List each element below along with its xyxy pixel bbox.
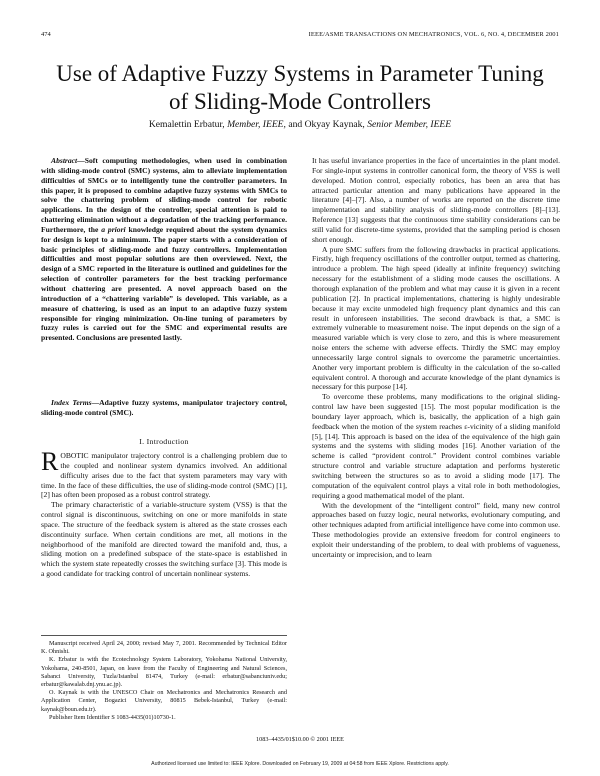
intro-paragraph-2: The primary characteristic of a variable-structure system (VSS) is that the control signal is discontinuous, switching on one or more manifolds in state space. The structure of the feedback system is altered as the state crosses each discontinuity surface. When certain conditions are met, all motions in the neighborhood of the manifold are directed toward the manifold and, thus, a sliding motion on a predefined subspace of the state-space is established in which the system state repeatedly crosses the switching surface [3]. This mode is a good candidate for tracking control of uncertain nonlinear systems. — [41, 500, 287, 579]
author-1-role: Member, IEEE, — [227, 119, 286, 130]
right-paragraph-1: It has useful invariance properties in the face of uncertainties in the plant model. For single-input systems in controller canonical form, the theory of VSS is well developed. Motion control, especially robotics, has been an area that has attracted particular attention and many publications have appeared in the literature [4]–[7]. Also, a number of works are reported on the discrete time implementation and stability analysis of sliding-mode controllers [8]–[13]. Reference [13] suggests that the continuous time stability considerations can be still valid for discrete-time systems, provided that the sampling period is chosen short enough. — [312, 156, 560, 244]
license-notice: Authorized licensed use limited to: IEEE Xplore. Downloaded on February 19, 2009 at 04:58 from IEEE Xplore. Restrictions apply. — [151, 761, 449, 767]
footnote-manuscript: Manuscript received April 24, 2000; revised May 7, 2001. Recommended by Technical Editor K. Ohnishi. — [41, 640, 287, 656]
copyright-line: 1083–4435/01$10.00 © 2001 IEEE — [256, 736, 344, 743]
footnote-publisher-id: Publisher Item Identifier S 1083-4435(01)10730-1. — [49, 713, 176, 721]
introduction-body — [41, 447, 287, 579]
journal-header: IEEE/ASME TRANSACTIONS ON MECHATRONICS, VOL. 6, NO. 4, DECEMBER 2001 — [308, 31, 559, 38]
paper-title — [20, 60, 580, 116]
author-line — [20, 119, 580, 130]
footnote-divider — [41, 635, 287, 636]
index-terms-text: —Adaptive fuzzy systems, manipulator trajectory control, sliding-mode control (SMC). — [41, 398, 287, 417]
abstract-label: Abstract — [51, 156, 78, 165]
drop-cap: R — [41, 447, 59, 476]
abstract-text-b: knowledge required about the system dynamics for design is kept to a minimum. The paper starts with a consideration of basic principles of sliding-mode and fuzzy controllers. Implementation difficulties and most popular solutions are then overviewed. Next, the design of a SMC reported in the literature is outlined and guidelines for the selection of controller parameters for the best tracking performance without chattering are presented. A novel approach based on the introduction of a “chattering variable” is developed. This variable, as a measure of chattering, is used as an input to an adaptive fuzzy system responsible for ringing minimization. On-line tuning of parameters by fuzzy rules is carried out for the SMC and experimental results are presented. Conclusions are presented lastly. — [41, 224, 287, 343]
page-number: 474 — [41, 31, 51, 38]
index-terms-label: Index Terms — [51, 398, 92, 407]
title-line-1: Use of Adaptive Fuzzy Systems in Parameter Tuning — [56, 61, 544, 86]
right-paragraph-4: With the development of the “intelligent control” field, many new control approaches based on fuzzy logic, neural networks, evolutionary computing, and other techniques adapted from artificial intelligence have come into common use. These methodologies provide an extensive freedom for control engineers to exploit their understanding of the problem, to deal with problems of vagueness, uncertainty or imprecision, and to learn — [312, 500, 560, 559]
intro-paragraph-1 — [41, 447, 287, 500]
title-line-2: of Sliding-Mode Controllers — [169, 89, 431, 114]
author-conjunction: and — [288, 119, 303, 130]
right-column — [312, 156, 560, 560]
right-paragraph-2: A pure SMC suffers from the following drawbacks in practical applications. Firstly, high frequency oscillations of the controller output, termed as chattering, introduce a problem. The high speed (ideally at infinite frequency) switching necessary for the establishment of a sliding mode causes the oscillations. A thorough explanation of the problem and what may cause it is given in a recent publication [2]. In practical implementations, chattering is highly undesirable because it may excite unmodeled high frequency plant dynamics and this can result in unforeseen instabilities. The second drawback is that, a SMC is extremely vulnerable to measurement noise. The input depends on the sign of a measured variable which is very close to zero, and this is where measurement noise enters the scheme with adverse effects. Thirdly the SMC may employ unnecessarily large control signals to overcome the parametric uncertainties. Another very important problem is difficulty in the calculation of the so-called equivalent control. A thorough and accurate knowledge of the plant dynamics is necessary for this purpose [14]. — [312, 244, 560, 392]
index-terms — [41, 398, 287, 418]
section-heading: I. Introduction — [139, 437, 189, 446]
footnote-author-1: K. Erbatur is with the Ecotechnology System Laboratory, Yokohama National University, Yokohama, 240-8501, Japan, on leave from the Faculty of Engineering and Natural Sciences, Sabanci University, Tuzla/Istanbul 81474, Turkey (e-mail: erbatur@sabanciuniv.edu; erbatur@kawalab.dnj.ynu.ac.jp). — [41, 656, 287, 689]
footnote-author-2: O. Kaynak is with the UNESCO Chair on Mechatronics and Mechatronics Research and Application Center, Bogazici University, 80815 Bebek-Istanbul, Turkey (e-mail: kaynak@boun.edu.tr). — [41, 689, 287, 713]
abstract-emphasis: a priori — [101, 224, 126, 234]
abstract-text-a: —Soft computing methodologies, when used in combination with sliding-mode control (SMC) systems, aim to alleviate implementation difficulties of SMCs or to intelligently tune the controller parameters. In this paper, it is proposed to combine adaptive fuzzy systems with SMCs to solve the chattering problem of sliding-mode control for robotic applications. In the design of the controller, special attention is paid to chattering elimination without a degradation of the tracking performance. Furthermore, the — [41, 156, 287, 234]
footnotes — [41, 640, 287, 722]
intro-paragraph-1-text: manipulator trajectory control is a challenging problem due to the coupled and nonlinear system dynamics involved. An additional difficulty arises due to the fact that system parameters may vary with time. In the face of these difficulties, the use of sliding-mode control (SMC) [1], [2] has often been proposed as a robust control strategy. — [41, 451, 287, 500]
author-2-name: Okyay Kaynak, — [304, 119, 365, 130]
author-1-name: Kemalettin Erbatur, — [148, 119, 225, 130]
intro-smallcaps: OBOTIC — [60, 451, 89, 460]
abstract — [41, 156, 287, 343]
author-2-role: Senior Member, IEEE — [367, 119, 452, 130]
right-paragraph-3: To overcome these problems, many modifications to the original sliding-control law have been suggested [15]. The most popular modification is the boundary layer approach, which is, basically, the application of a high gain feedback when the motion of the system reaches ε-vicinity of a sliding manifold [5], [14]. This approach is based on the idea of the equivalence of the high gain systems and the systems with sliding modes [16]. Another variation of the scheme is called “provident control.” Provident control combines variable structure control and variable structure adaptation and performs hysteretic switching between the structures so as to avoid a sliding mode [17]. The computation of the equivalent control plays a vital role in both methodologies, requiring a good mathematical model of the plant. — [312, 392, 560, 500]
